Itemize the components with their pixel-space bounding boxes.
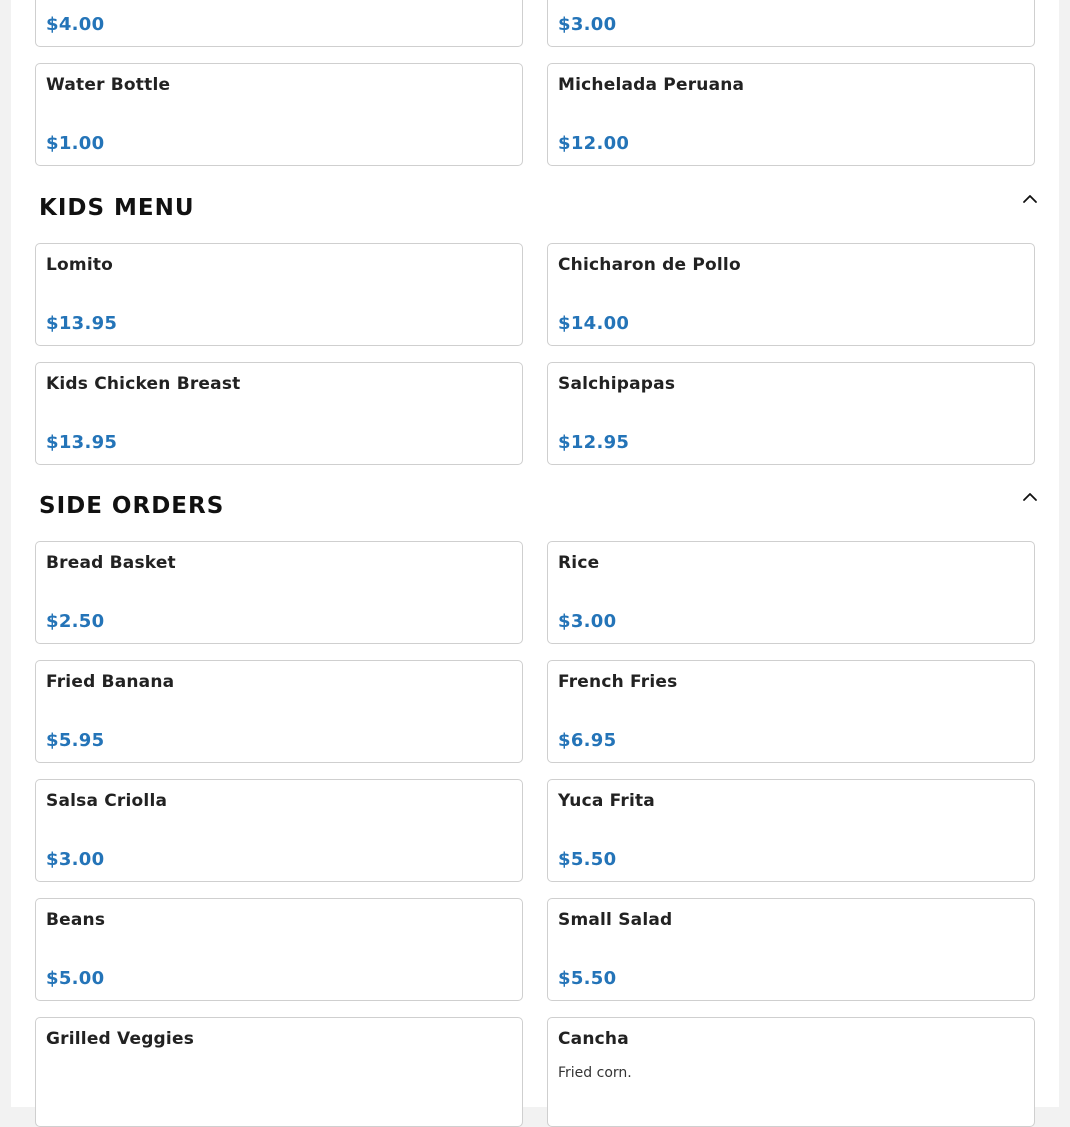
menu-item-card[interactable] <box>35 541 523 644</box>
menu-item-card[interactable] <box>547 660 1035 763</box>
menu-page <box>11 0 1059 1107</box>
item-price: $13.95 <box>46 313 118 334</box>
item-name: Beans <box>46 910 106 930</box>
item-name: Chicharon de Pollo <box>558 255 741 275</box>
side-orders-grid <box>35 541 1034 1127</box>
drinks-grid <box>35 0 1034 166</box>
side-orders-header[interactable] <box>39 493 1038 533</box>
item-name: Rice <box>558 553 600 573</box>
menu-item-card[interactable] <box>547 898 1035 1001</box>
menu-item-card[interactable] <box>547 1017 1035 1127</box>
item-price: $13.95 <box>46 432 118 453</box>
menu-item-card[interactable] <box>35 898 523 1001</box>
chevron-up-icon[interactable] <box>1022 489 1038 505</box>
menu-item-card[interactable] <box>35 362 523 465</box>
menu-item-card[interactable] <box>547 541 1035 644</box>
item-name: Grilled Veggies <box>46 1029 195 1049</box>
item-price: $6.95 <box>558 730 617 751</box>
section-title: KIDS MENU <box>39 195 195 221</box>
item-name: Small Salad <box>558 910 673 930</box>
item-price: $5.00 <box>46 968 105 989</box>
item-name: Salchipapas <box>558 374 676 394</box>
item-price: $2.50 <box>46 611 105 632</box>
item-price: $12.00 <box>558 133 630 154</box>
item-price: $5.95 <box>46 730 105 751</box>
item-name: Lomito <box>46 255 114 275</box>
menu-item-card[interactable] <box>547 779 1035 882</box>
menu-item-card[interactable] <box>35 660 523 763</box>
section-title: SIDE ORDERS <box>39 493 225 519</box>
item-price: $5.50 <box>558 968 617 989</box>
menu-item-card[interactable] <box>547 362 1035 465</box>
kids-menu-header[interactable] <box>39 195 1038 235</box>
item-price: $1.00 <box>46 133 105 154</box>
item-name: Salsa Criolla <box>46 791 168 811</box>
item-name: Kids Chicken Breast <box>46 374 241 394</box>
menu-item-card[interactable] <box>35 779 523 882</box>
kids-menu-grid <box>35 243 1034 465</box>
item-price: $14.00 <box>558 313 630 334</box>
menu-item-card[interactable] <box>547 63 1035 166</box>
item-name: French Fries <box>558 672 678 692</box>
item-name: Fried Banana <box>46 672 175 692</box>
item-price: $12.95 <box>558 432 630 453</box>
item-price: $5.50 <box>558 849 617 870</box>
item-description: Fried corn. <box>558 1065 632 1081</box>
menu-item-card[interactable] <box>35 63 523 166</box>
menu-item-card[interactable] <box>35 243 523 346</box>
item-price: $3.00 <box>558 14 617 35</box>
menu-item-card[interactable] <box>547 243 1035 346</box>
item-name: Water Bottle <box>46 75 171 95</box>
item-name: Michelada Peruana <box>558 75 745 95</box>
chevron-up-icon[interactable] <box>1022 191 1038 207</box>
menu-item-card[interactable] <box>547 0 1035 47</box>
item-price: $3.00 <box>46 849 105 870</box>
item-name: Cancha <box>558 1029 629 1049</box>
item-price: $4.00 <box>46 14 105 35</box>
item-price: $3.00 <box>558 611 617 632</box>
item-name: Yuca Frita <box>558 791 655 811</box>
menu-item-card[interactable] <box>35 1017 523 1127</box>
menu-item-card[interactable] <box>35 0 523 47</box>
item-name: Bread Basket <box>46 553 176 573</box>
